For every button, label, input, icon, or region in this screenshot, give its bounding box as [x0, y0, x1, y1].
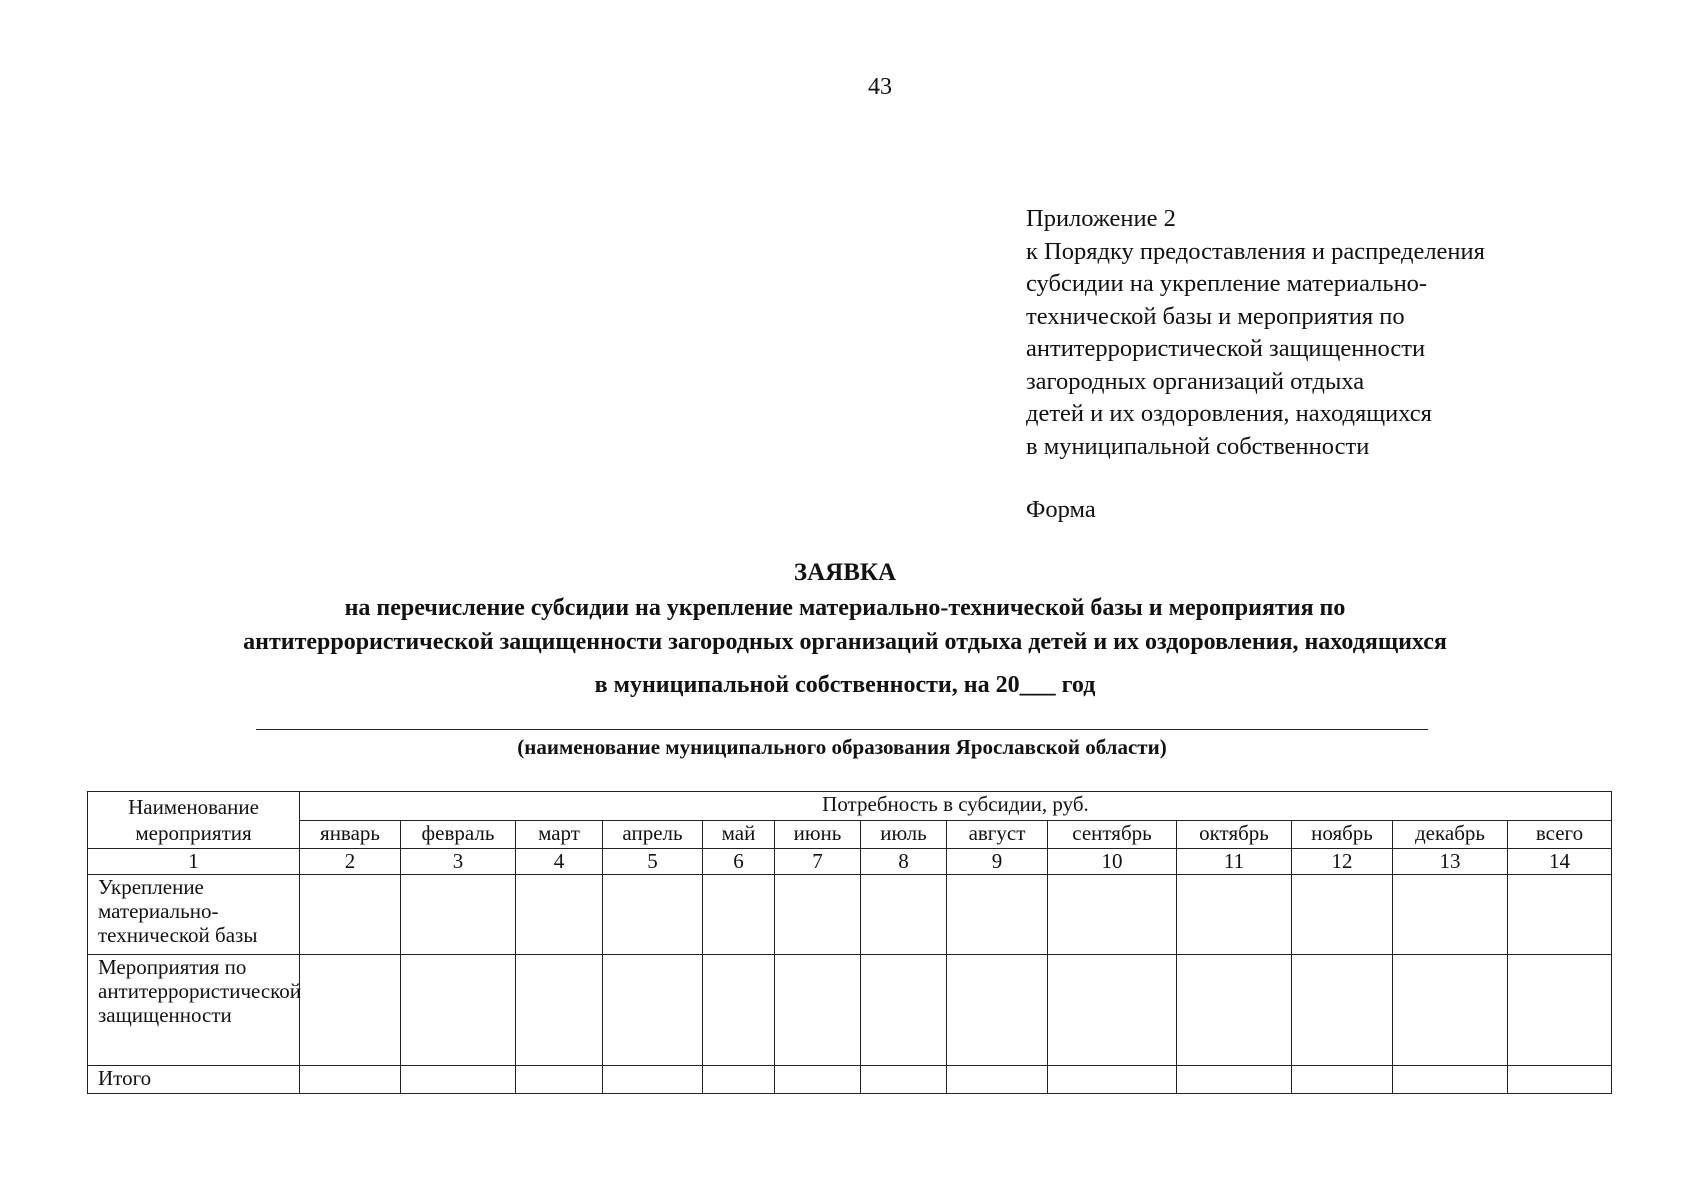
- table-row-antiterror: [88, 955, 1612, 1066]
- amount-cell[interactable]: [861, 875, 947, 955]
- appendix-line: антитеррористической защищенности: [1026, 335, 1426, 362]
- column-number: 7: [775, 849, 861, 875]
- column-number: 13: [1393, 849, 1508, 875]
- header-month: май: [703, 821, 775, 849]
- amount-cell[interactable]: [401, 875, 516, 955]
- header-month: август: [947, 821, 1048, 849]
- document-title: ЗАЯВКА: [793, 559, 897, 586]
- amount-cell[interactable]: [401, 1066, 516, 1094]
- column-number: 9: [947, 849, 1048, 875]
- header-month: февраль: [401, 821, 516, 849]
- column-number: 14: [1508, 849, 1612, 875]
- column-number: 11: [1177, 849, 1292, 875]
- column-number-row: [88, 849, 1612, 875]
- municipality-caption: (наименование муниципального образования Ярославской области): [517, 735, 1167, 759]
- amount-cell[interactable]: [1292, 1066, 1393, 1094]
- appendix-line: в муниципальной собственности: [1026, 432, 1370, 460]
- amount-cell[interactable]: [1393, 1066, 1508, 1094]
- amount-cell[interactable]: [947, 955, 1048, 1066]
- amount-cell[interactable]: [1048, 955, 1177, 1066]
- amount-cell[interactable]: [703, 955, 775, 1066]
- amount-cell[interactable]: [775, 955, 861, 1066]
- amount-cell[interactable]: [1177, 955, 1292, 1066]
- amount-cell[interactable]: [1048, 1066, 1177, 1094]
- header-total: всего: [1508, 821, 1612, 849]
- column-number: 1: [88, 849, 300, 875]
- amount-cell[interactable]: [1393, 955, 1508, 1066]
- subsidy-table: [87, 791, 1612, 1094]
- column-number: 5: [603, 849, 703, 875]
- document-subtitle-line: в муниципальной собственности, на 20___ год: [594, 672, 1096, 698]
- table-row-total: [88, 1066, 1612, 1094]
- amount-cell[interactable]: [1292, 955, 1393, 1066]
- amount-cell[interactable]: [1508, 955, 1612, 1066]
- form-label: Форма: [1026, 496, 1096, 523]
- amount-cell[interactable]: [703, 875, 775, 955]
- appendix-line: детей и их оздоровления, находящихся: [1026, 400, 1432, 427]
- header-month: март: [516, 821, 603, 849]
- document-subtitle-line: на перечисление субсидии на укрепление материально-технической базы и мероприятия по: [344, 595, 1346, 621]
- amount-cell[interactable]: [300, 1066, 401, 1094]
- amount-cell[interactable]: [1177, 1066, 1292, 1094]
- column-number: 10: [1048, 849, 1177, 875]
- amount-cell[interactable]: [1508, 875, 1612, 955]
- amount-cell[interactable]: [775, 1066, 861, 1094]
- appendix-line: субсидии на укрепление материально-: [1026, 270, 1428, 297]
- table-header-row: [88, 792, 1612, 821]
- column-number: 8: [861, 849, 947, 875]
- amount-cell[interactable]: [861, 955, 947, 1066]
- amount-cell[interactable]: [1393, 875, 1508, 955]
- amount-cell[interactable]: [401, 955, 516, 1066]
- amount-cell[interactable]: [1048, 875, 1177, 955]
- amount-cell[interactable]: [603, 875, 703, 955]
- header-subsidy-need: Потребность в субсидии, руб.: [300, 792, 1612, 821]
- amount-cell[interactable]: [1292, 875, 1393, 955]
- amount-cell[interactable]: [300, 955, 401, 1066]
- amount-cell[interactable]: [516, 875, 603, 955]
- document-subtitle-line: антитеррористической защищенности загородных организаций отдыха детей и их оздоровления, находящихся: [243, 629, 1447, 655]
- amount-cell[interactable]: [603, 955, 703, 1066]
- column-number: 12: [1292, 849, 1393, 875]
- column-number: 4: [516, 849, 603, 875]
- header-month: октябрь: [1177, 821, 1292, 849]
- header-month: сентябрь: [1048, 821, 1177, 849]
- appendix-line: к Порядку предоставления и распределения: [1026, 237, 1485, 265]
- appendix-line: технической базы и мероприятия по: [1026, 302, 1405, 330]
- row-label: Укрепление материально-технической базы: [88, 875, 300, 955]
- header-event-name: Наименование мероприятия: [88, 792, 300, 849]
- appendix-line: загородных организаций отдыха: [1026, 367, 1365, 395]
- amount-cell[interactable]: [947, 1066, 1048, 1094]
- amount-cell[interactable]: [1508, 1066, 1612, 1094]
- header-month: апрель: [603, 821, 703, 849]
- header-month: июнь: [775, 821, 861, 849]
- appendix-note: [1026, 203, 1485, 463]
- amount-cell[interactable]: [516, 1066, 603, 1094]
- amount-cell[interactable]: [603, 1066, 703, 1094]
- column-number: 2: [300, 849, 401, 875]
- row-label: Итого: [88, 1066, 300, 1094]
- column-number: 6: [703, 849, 775, 875]
- amount-cell[interactable]: [300, 875, 401, 955]
- table-row-material-base: [88, 875, 1612, 955]
- amount-cell[interactable]: [1177, 875, 1292, 955]
- header-month: ноябрь: [1292, 821, 1393, 849]
- column-number: 3: [401, 849, 516, 875]
- row-label: Мероприятия по антитеррористической защищенности: [88, 955, 300, 1066]
- amount-cell[interactable]: [516, 955, 603, 1066]
- page-number: 43: [868, 74, 892, 100]
- header-month: декабрь: [1393, 821, 1508, 849]
- header-month: январь: [300, 821, 401, 849]
- municipality-blank-line: [256, 729, 1428, 730]
- header-month: июль: [861, 821, 947, 849]
- amount-cell[interactable]: [947, 875, 1048, 955]
- amount-cell[interactable]: [861, 1066, 947, 1094]
- amount-cell[interactable]: [703, 1066, 775, 1094]
- appendix-line: Приложение 2: [1026, 205, 1176, 232]
- amount-cell[interactable]: [775, 875, 861, 955]
- table-month-row: [88, 821, 1612, 849]
